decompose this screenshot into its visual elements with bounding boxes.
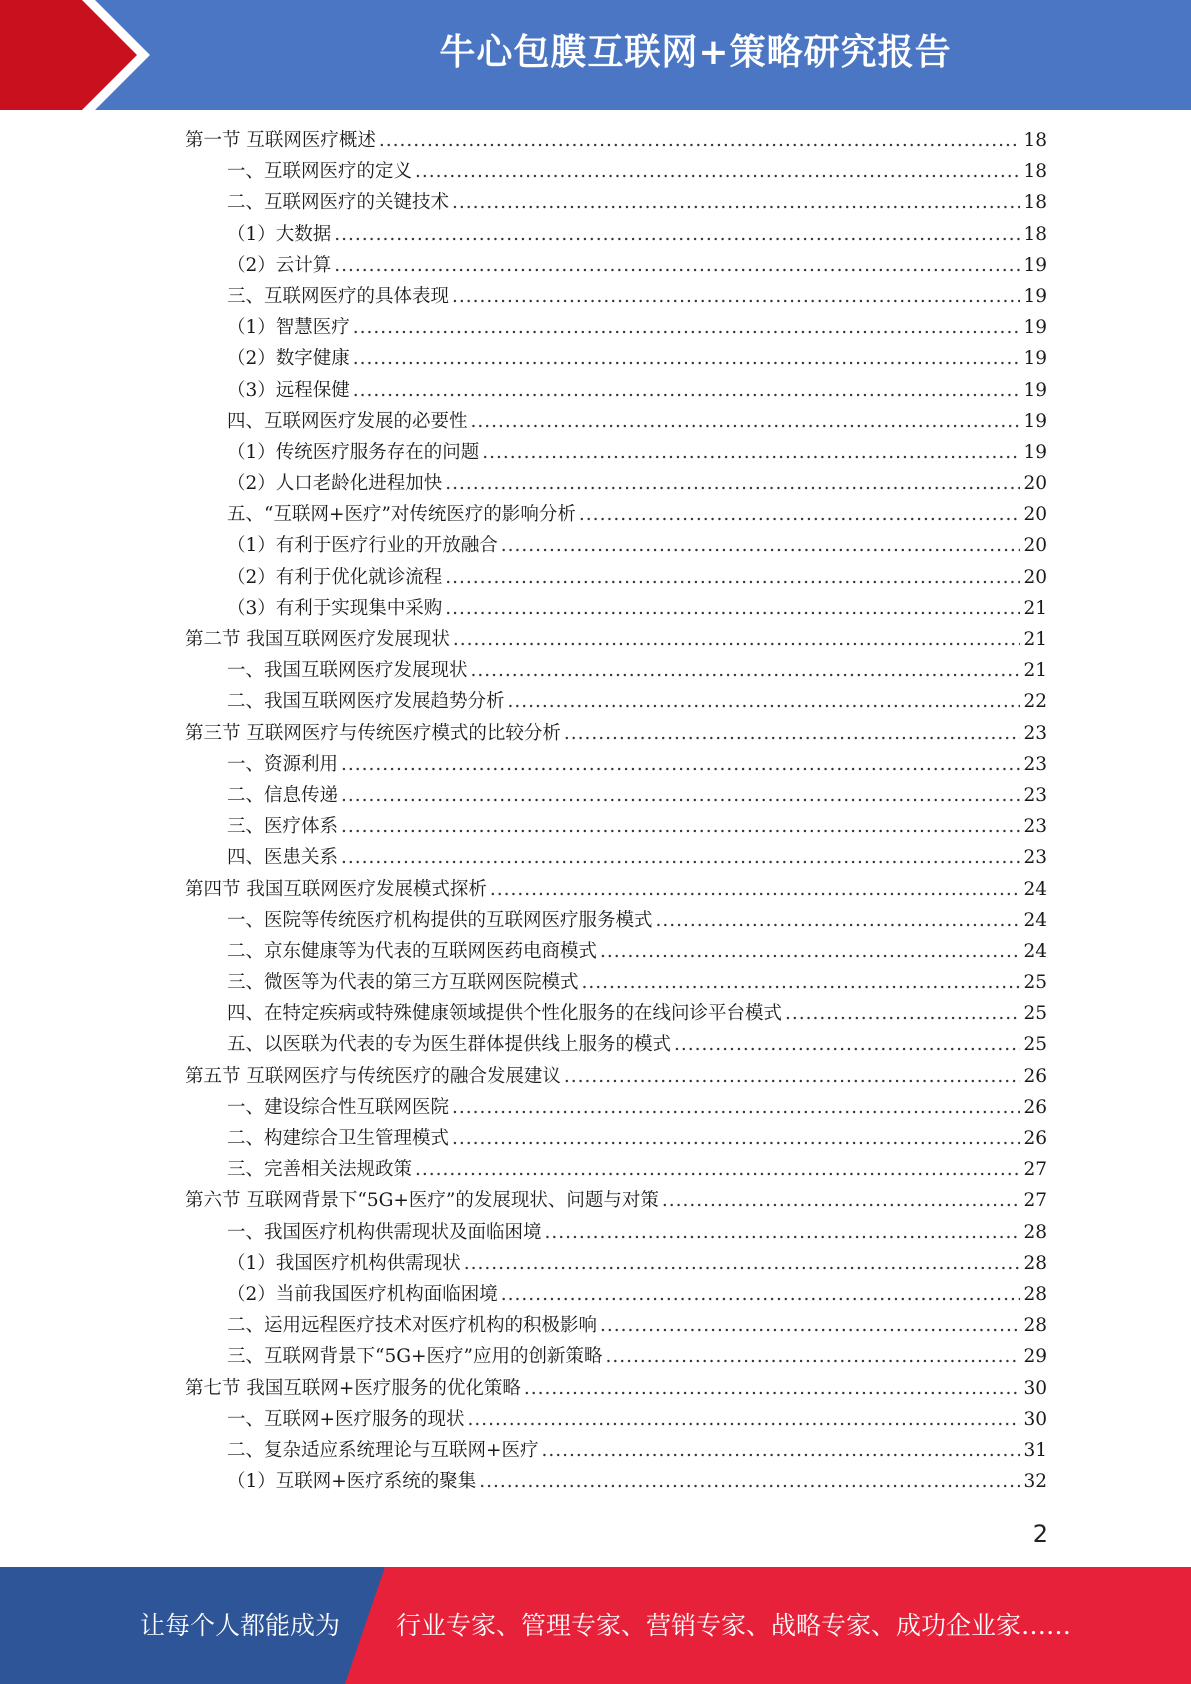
toc-entry-title: 四、在特定疾病或特殊健康领域提供个性化服务的在线问诊平台模式 [227,1003,783,1025]
toc-leader-dots [341,785,1020,806]
toc-entry-page: 25 [1023,1034,1047,1056]
toc-entry[interactable] [185,188,1047,219]
toc-entry[interactable] [185,157,1047,188]
toc-leader-dots [341,847,1020,868]
toc-leader-dots [656,910,1021,931]
toc-leader-dots [415,161,1020,182]
toc-entry[interactable] [185,999,1047,1030]
toc-leader-dots [353,380,1021,401]
toc-leader-dots [545,1222,1021,1243]
toc-entry-page: 27 [1023,1190,1047,1212]
toc-entry[interactable] [185,220,1047,251]
toc-entry-title: 二、互联网医疗的关键技术 [227,192,450,214]
toc-entry[interactable] [185,906,1047,937]
toc-leader-dots [353,348,1021,369]
toc-entry-page: 19 [1023,348,1047,370]
toc-entry[interactable] [185,687,1047,718]
toc-entry[interactable] [185,719,1047,750]
table-of-contents [185,126,1047,1498]
toc-leader-dots [490,879,1021,900]
toc-entry-page: 32 [1023,1471,1047,1493]
toc-entry-page: 24 [1023,909,1047,931]
toc-entry[interactable] [185,1249,1047,1280]
toc-entry-page: 18 [1023,223,1047,245]
toc-entry-title: （1）有利于医疗行业的开放融合 [227,535,498,557]
toc-entry-page: 21 [1023,660,1047,682]
toc-entry-title: 二、运用远程医疗技术对医疗机构的积极影响 [227,1315,598,1337]
toc-entry[interactable] [185,625,1047,656]
toc-entry[interactable] [185,563,1047,594]
toc-leader-dots [471,660,1021,681]
toc-entry-title: 二、信息传递 [227,784,339,806]
toc-entry-page: 23 [1023,784,1047,806]
toc-leader-dots [353,317,1021,338]
toc-entry[interactable] [185,500,1047,531]
toc-leader-dots [662,1190,1021,1211]
toc-entry[interactable] [185,781,1047,812]
toc-entry-page: 19 [1023,379,1047,401]
toc-leader-dots [501,535,1021,556]
toc-entry-page: 18 [1023,161,1047,183]
toc-entry[interactable] [185,937,1047,968]
toc-entry-title: 第二节 我国互联网医疗发展现状 [185,629,450,650]
toc-entry-page: 23 [1023,753,1047,775]
toc-leader-dots [468,1409,1021,1430]
toc-leader-dots [379,130,1021,151]
toc-entry-title: 第一节 互联网医疗概述 [185,130,376,151]
toc-entry-page: 25 [1023,1003,1047,1025]
toc-leader-dots [341,754,1020,775]
toc-leader-dots [415,1159,1020,1180]
toc-entry[interactable] [185,1311,1047,1342]
toc-entry-page: 23 [1023,816,1047,838]
toc-leader-dots [600,941,1020,962]
toc-entry-title: 一、互联网医疗的定义 [227,161,413,183]
toc-entry[interactable] [185,126,1047,157]
toc-leader-dots [452,1097,1020,1118]
toc-entry-title: （2）人口老龄化进程加快 [227,473,443,495]
toc-entry-title: 第四节 我国互联网医疗发展模式探析 [185,878,487,900]
toc-entry-page: 23 [1023,847,1047,869]
toc-entry-title: 五、“互联网+医疗”对传统医疗的影响分析 [227,504,576,526]
toc-entry-page: 24 [1023,940,1047,962]
toc-entry-title: 一、我国医疗机构供需现状及面临困境 [227,1221,542,1243]
toc-entry-page: 19 [1023,285,1047,307]
toc-entry[interactable] [185,750,1047,781]
toc-entry-page: 25 [1023,972,1047,994]
toc-entry-title: （2）当前我国医疗机构面临困境 [227,1283,498,1305]
toc-entry[interactable] [185,1030,1047,1061]
toc-entry[interactable] [185,1155,1047,1186]
toc-entry-title: 二、我国互联网医疗发展趋势分析 [227,691,505,713]
toc-leader-dots [334,255,1020,276]
toc-entry[interactable] [185,812,1047,843]
toc-entry-page: 21 [1023,629,1047,650]
toc-entry-page: 30 [1023,1377,1047,1399]
toc-entry-title: 一、资源利用 [227,753,339,775]
toc-entry-page: 18 [1023,130,1047,151]
toc-entry[interactable] [185,594,1047,625]
toc-leader-dots [524,1378,1021,1399]
toc-leader-dots [564,723,1021,744]
toc-leader-dots [341,816,1020,837]
toc-entry-title: （2）数字健康 [227,348,350,370]
toc-entry-page: 30 [1023,1408,1047,1430]
toc-entry-page: 28 [1023,1252,1047,1274]
toc-entry-page: 18 [1023,192,1047,214]
toc-entry-title: 第五节 互联网医疗与传统医疗的融合发展建议 [185,1065,561,1087]
toc-entry-page: 21 [1023,597,1047,619]
toc-leader-dots [464,1253,1021,1274]
toc-entry-title: 五、以医联为代表的专为医生群体提供线上服务的模式 [227,1034,672,1056]
toc-entry-page: 26 [1023,1065,1047,1087]
toc-leader-dots [445,473,1020,494]
toc-entry[interactable] [185,1218,1047,1249]
toc-entry[interactable] [185,344,1047,375]
page-number: 2 [1032,1520,1048,1548]
toc-entry[interactable] [185,1374,1047,1405]
toc-entry-page: 28 [1023,1315,1047,1337]
toc-leader-dots [445,567,1020,588]
toc-leader-dots [453,629,1021,650]
toc-entry-page: 20 [1023,504,1047,526]
toc-entry-page: 29 [1023,1346,1047,1368]
toc-entry-title: 四、医患关系 [227,847,339,869]
toc-entry[interactable] [185,1280,1047,1311]
toc-leader-dots [452,192,1020,213]
toc-entry-page: 19 [1023,317,1047,339]
toc-entry[interactable] [185,1062,1047,1093]
toc-entry-title: 一、建设综合性互联网医院 [227,1096,450,1118]
toc-leader-dots [542,1440,1021,1461]
toc-entry[interactable] [185,1186,1047,1217]
toc-entry-page: 24 [1023,878,1047,900]
toc-entry[interactable] [185,251,1047,282]
toc-entry-title: （1）传统医疗服务存在的问题 [227,441,480,463]
toc-entry-title: 一、我国互联网医疗发展现状 [227,660,468,682]
toc-entry-title: 二、复杂适应系统理论与互联网+医疗 [227,1439,539,1461]
toc-entry[interactable] [185,1405,1047,1436]
toc-leader-dots [508,691,1021,712]
toc-entry-page: 20 [1023,535,1047,557]
toc-entry-title: （2）云计算 [227,254,332,276]
toc-leader-dots [482,442,1020,463]
toc-entry-page: 28 [1023,1221,1047,1243]
toc-entry[interactable] [185,656,1047,687]
toc-entry[interactable] [185,875,1047,906]
toc-entry-page: 19 [1023,254,1047,276]
toc-leader-dots [445,598,1020,619]
toc-entry[interactable] [185,282,1047,313]
toc-entry-title: 三、互联网背景下“5G+医疗”应用的创新策略 [227,1346,603,1368]
toc-entry-title: 二、构建综合卫生管理模式 [227,1128,450,1149]
toc-entry-page: 23 [1023,722,1047,744]
toc-entry[interactable] [185,1467,1047,1498]
toc-entry-title: （2）有利于优化就诊流程 [227,566,443,588]
toc-entry-title: 三、完善相关法规政策 [227,1159,413,1181]
toc-entry[interactable] [185,1436,1047,1467]
toc-entry-page: 22 [1023,691,1047,713]
toc-entry-title: 三、医疗体系 [227,816,339,838]
toc-entry-title: （1）大数据 [227,223,332,245]
toc-entry-title: 四、互联网医疗发展的必要性 [227,410,468,432]
toc-entry-page: 19 [1023,441,1047,463]
chevron-logo-icon [0,0,160,110]
toc-entry[interactable] [185,968,1047,999]
toc-entry-title: 第六节 互联网背景下“5G+医疗”的发展现状、问题与对策 [185,1190,659,1212]
toc-entry-title: 第七节 我国互联网+医疗服务的优化策略 [185,1377,521,1399]
toc-leader-dots [334,224,1020,245]
toc-leader-dots [479,1471,1020,1492]
toc-leader-dots [582,972,1021,993]
toc-entry-page: 31 [1023,1439,1047,1461]
toc-entry-page: 26 [1023,1128,1047,1149]
toc-entry-title: 第三节 互联网医疗与传统医疗模式的比较分析 [185,722,561,744]
toc-entry[interactable] [185,469,1047,500]
toc-entry-title: 三、互联网医疗的具体表现 [227,285,450,307]
toc-entry-page: 20 [1023,566,1047,588]
toc-leader-dots [785,1003,1020,1024]
toc-entry-page: 27 [1023,1159,1047,1181]
toc-entry-title: （3）远程保健 [227,379,350,401]
toc-leader-dots [600,1315,1020,1336]
page-header [0,0,1191,110]
toc-entry-page: 19 [1023,410,1047,432]
footer-slogan-left: 让每个人都能成为 [140,1611,341,1640]
toc-leader-dots [674,1034,1020,1055]
toc-leader-dots [501,1284,1021,1305]
toc-entry-title: 一、医院等传统医疗机构提供的互联网医疗服务模式 [227,909,653,931]
toc-leader-dots [564,1066,1021,1087]
toc-entry[interactable] [185,1124,1047,1155]
toc-leader-dots [452,286,1020,307]
toc-leader-dots [579,504,1021,525]
toc-entry[interactable] [185,313,1047,344]
toc-entry[interactable] [185,843,1047,874]
toc-entry[interactable] [185,1342,1047,1373]
toc-entry-title: （3）有利于实现集中采购 [227,597,443,619]
toc-entry-page: 28 [1023,1283,1047,1305]
toc-entry[interactable] [185,1093,1047,1124]
toc-entry[interactable] [185,376,1047,407]
toc-entry[interactable] [185,407,1047,438]
toc-entry-title: 一、互联网+医疗服务的现状 [227,1408,465,1430]
toc-entry[interactable] [185,438,1047,469]
toc-entry-page: 26 [1023,1096,1047,1118]
toc-entry-title: （1）我国医疗机构供需现状 [227,1252,461,1274]
toc-entry-title: （1）互联网+医疗系统的聚集 [227,1471,477,1493]
toc-leader-dots [471,411,1021,432]
toc-entry-title: 二、京东健康等为代表的互联网医药电商模式 [227,940,598,962]
report-title: 牛心包膜互联网+策略研究报告 [439,32,952,73]
footer-slogan-right: 行业专家、管理专家、营销专家、战略专家、成功企业家…… [396,1611,1072,1640]
toc-entry-title: 三、微医等为代表的第三方互联网医院模式 [227,972,579,994]
toc-entry-title: （1）智慧医疗 [227,317,350,339]
toc-leader-dots [605,1346,1020,1367]
toc-leader-dots [452,1128,1020,1149]
toc-entry-page: 20 [1023,473,1047,495]
page-footer [0,1567,1191,1684]
toc-entry[interactable] [185,531,1047,562]
